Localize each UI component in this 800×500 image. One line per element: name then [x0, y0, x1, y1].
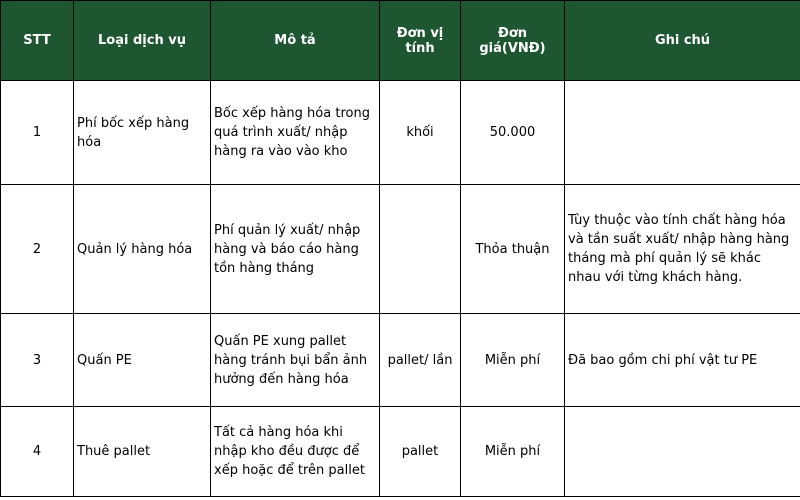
cell-unit	[380, 185, 461, 314]
cell-stt: 4	[1, 407, 74, 497]
table-row	[1, 81, 800, 185]
cell-unit: khối	[380, 81, 461, 185]
cell-unit: pallet	[380, 407, 461, 497]
header-stt: STT	[1, 1, 74, 81]
cell-price: Miễn phí	[461, 407, 565, 497]
cell-note: Tùy thuộc vào tính chất hàng hóa và tần suất xuất/ nhập hàng hàng tháng mà phí quản lý sẽ khác nhau với từng khách hàng.	[565, 185, 800, 314]
cell-note	[565, 81, 800, 185]
cell-service: Phí bốc xếp hàng hóa	[74, 81, 211, 185]
cell-service: Thuê pallet	[74, 407, 211, 497]
table-row	[1, 185, 800, 314]
cell-service: Quấn PE	[74, 314, 211, 407]
cell-stt: 2	[1, 185, 74, 314]
cell-price: Miễn phí	[461, 314, 565, 407]
table-row	[1, 314, 800, 407]
cell-note	[565, 407, 800, 497]
cell-description: Bốc xếp hàng hóa trong quá trình xuất/ nhập hàng ra vào vào kho	[211, 81, 380, 185]
cell-service: Quản lý hàng hóa	[74, 185, 211, 314]
cell-price: 50.000	[461, 81, 565, 185]
header-note: Ghi chú	[565, 1, 800, 81]
cell-stt: 1	[1, 81, 74, 185]
table-row	[1, 407, 800, 497]
header-description: Mô tả	[211, 1, 380, 81]
header-unit-price: Đơn giá(VNĐ)	[461, 1, 565, 81]
table-header-row	[1, 1, 800, 81]
cell-unit: pallet/ lần	[380, 314, 461, 407]
header-unit: Đơn vị tính	[380, 1, 461, 81]
cell-price: Thỏa thuận	[461, 185, 565, 314]
header-service-type: Loại dịch vụ	[74, 1, 211, 81]
cell-stt: 3	[1, 314, 74, 407]
cell-description: Phí quản lý xuất/ nhập hàng và báo cáo hàng tồn hàng tháng	[211, 185, 380, 314]
cell-description: Tất cả hàng hóa khi nhập kho đều được để xếp hoặc để trên pallet	[211, 407, 380, 497]
cell-note: Đã bao gồm chi phí vật tư PE	[565, 314, 800, 407]
cell-description: Quấn PE xung pallet hàng tránh bụi bẩn ảnh hưởng đến hàng hóa	[211, 314, 380, 407]
